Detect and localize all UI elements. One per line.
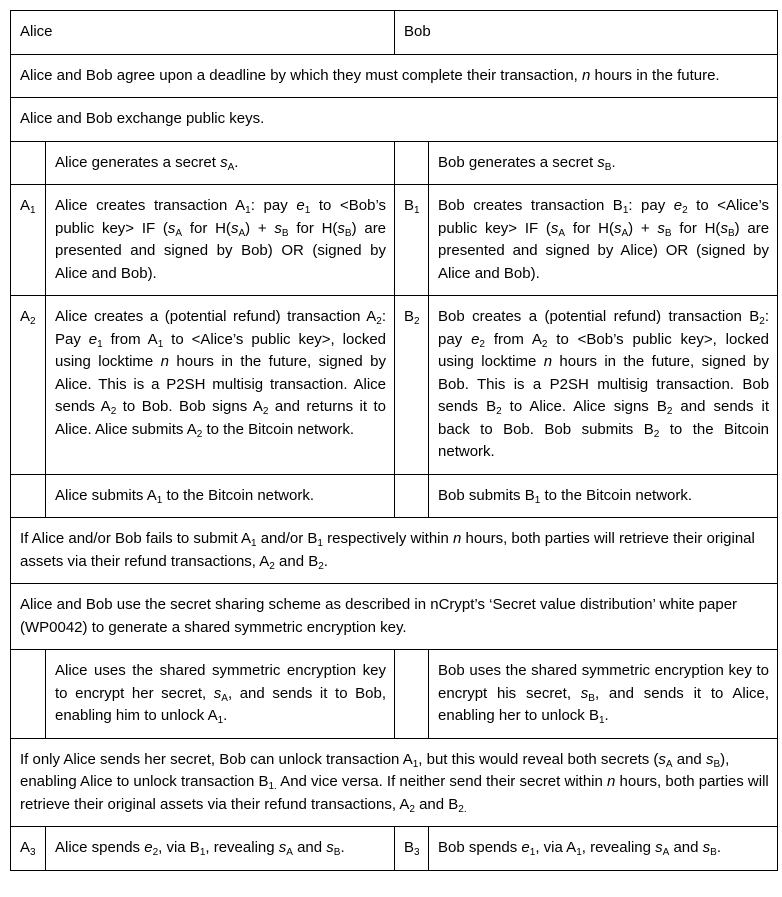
step-text-a1 bbox=[46, 185, 395, 296]
text-run: respectively within bbox=[322, 530, 454, 547]
text-run: to the Bitcoin network. bbox=[540, 486, 693, 504]
subscript: 2 bbox=[110, 406, 117, 417]
bob-secret-text bbox=[429, 141, 778, 185]
text-run: . bbox=[340, 839, 345, 856]
text-run: , revealing bbox=[581, 839, 656, 856]
table-row bbox=[11, 474, 778, 518]
table-row bbox=[11, 141, 778, 185]
subscript: B bbox=[713, 758, 721, 770]
text-run: from A bbox=[102, 330, 158, 348]
italic-text: s bbox=[720, 219, 728, 237]
subscript: A bbox=[665, 758, 673, 770]
text-run: and bbox=[292, 839, 327, 856]
step-text-b3 bbox=[429, 827, 778, 871]
subscript: A bbox=[175, 227, 183, 239]
table-row bbox=[11, 296, 778, 475]
text-run: to <Bob’s public key>, locked using locktime bbox=[438, 330, 770, 370]
step-text-b2 bbox=[429, 296, 778, 475]
text-run: If only Alice sends her secret, Bob can unlock transaction A bbox=[20, 750, 413, 768]
text-run: . bbox=[716, 839, 722, 856]
step-label-b1 bbox=[395, 185, 429, 296]
subscript: 1. bbox=[268, 781, 277, 792]
italic-text: s bbox=[230, 219, 239, 237]
italic-text: s bbox=[213, 684, 222, 702]
text-run: hours in the future, signed by Alice. This is a P2SH multisig transaction. Alice sends A bbox=[55, 353, 387, 415]
italic-text: s bbox=[278, 839, 287, 856]
subscript: 1 bbox=[245, 205, 251, 216]
table-row bbox=[11, 98, 778, 142]
text-run: Alice generates a secret bbox=[55, 153, 221, 171]
subscript: A bbox=[238, 227, 246, 239]
subscript: B bbox=[604, 161, 612, 173]
text-run: , via B bbox=[158, 839, 200, 856]
text-run: for H( bbox=[288, 219, 338, 237]
step-text-a2 bbox=[46, 296, 395, 475]
failure-text bbox=[11, 518, 778, 584]
subscript: 2 bbox=[269, 560, 275, 572]
italic-text: e bbox=[521, 839, 530, 856]
bob-submit-text bbox=[429, 474, 778, 518]
subscript: 2. bbox=[458, 803, 467, 815]
text-run: Alice uses the shared symmetric encryption key to encrypt her secret, bbox=[55, 662, 387, 702]
header-bob: Bob bbox=[395, 11, 778, 55]
empty-label-cell bbox=[395, 141, 429, 185]
subscript: 2 bbox=[541, 338, 548, 350]
subscript: 1 bbox=[250, 538, 257, 549]
text-run: , via A bbox=[535, 839, 577, 856]
subscript: 2 bbox=[262, 406, 269, 417]
text-run: : pay bbox=[250, 197, 297, 214]
text-run: for H( bbox=[671, 219, 721, 237]
subscript: 1 bbox=[622, 205, 629, 216]
alice-secret-text bbox=[46, 141, 395, 185]
text-run: . bbox=[604, 707, 609, 724]
text-run: . bbox=[323, 552, 328, 570]
text-run: ), enabling Alice to unlock transaction B bbox=[20, 750, 730, 790]
italic-text: s bbox=[274, 219, 282, 237]
subscript: A bbox=[221, 692, 228, 704]
table-row bbox=[11, 650, 778, 739]
table-row bbox=[11, 185, 778, 296]
text-run: to <Bob’s public key> IF ( bbox=[55, 197, 387, 237]
step-label-a2 bbox=[11, 296, 46, 475]
text-run: from A bbox=[484, 330, 542, 348]
text-run: and returns it to Alice. Alice submits A bbox=[55, 398, 387, 438]
text-run: B bbox=[404, 308, 415, 325]
subscript: A bbox=[286, 847, 293, 858]
text-run: to the Bitcoin network. bbox=[202, 420, 355, 438]
text-run: And vice versa. If neither send their secret within bbox=[276, 773, 608, 790]
subscript: 2 bbox=[30, 316, 36, 327]
italic-text: s bbox=[326, 839, 334, 856]
text-run: , but this would reveal both secrets ( bbox=[418, 750, 659, 768]
italic-text: s bbox=[705, 750, 714, 768]
table-row bbox=[11, 827, 778, 871]
subscript: A bbox=[621, 227, 629, 239]
italic-text: e bbox=[673, 197, 683, 214]
text-run: hours in the future, signed by Bob. This is a P2SH multisig transaction. Bob sends B bbox=[438, 353, 770, 415]
text-run: Alice spends bbox=[55, 839, 145, 856]
bob-encrypt-text bbox=[429, 650, 778, 739]
subscript: B bbox=[727, 227, 735, 239]
text-run: to <Alice’s public key>, locked using locktime bbox=[55, 330, 387, 370]
text-run: to the Bitcoin network. bbox=[438, 420, 770, 460]
italic-text: e bbox=[471, 330, 480, 348]
subscript: 2 bbox=[196, 428, 203, 440]
secret-sharing-text bbox=[11, 584, 778, 650]
text-run: for H( bbox=[565, 219, 614, 237]
subscript: 2 bbox=[414, 316, 420, 327]
alice-encrypt-text bbox=[46, 650, 395, 739]
text-run: and bbox=[672, 750, 706, 768]
step-label-b2 bbox=[395, 296, 429, 475]
text-run: to the Bitcoin network. bbox=[162, 486, 315, 504]
text-run: Alice and Bob agree upon a deadline by which they must complete their transaction, bbox=[20, 66, 583, 84]
table-row bbox=[11, 54, 778, 98]
text-run: B bbox=[404, 197, 415, 214]
subscript: B bbox=[710, 847, 717, 858]
text-run: ) are presented and signed by Bob) OR (signed by Alice and Bob). bbox=[55, 219, 387, 282]
text-run: , and sends it to Bob, enabling him to unlock A bbox=[55, 684, 386, 724]
subscript: 2 bbox=[759, 316, 765, 327]
subscript: A bbox=[227, 161, 235, 173]
subscript: B bbox=[664, 227, 672, 239]
subscript: 2 bbox=[653, 428, 660, 440]
exchange-keys-text bbox=[11, 98, 778, 142]
text-run: A bbox=[20, 839, 31, 856]
subscript: 1 bbox=[30, 205, 36, 216]
text-run: Bob spends bbox=[438, 839, 522, 856]
italic-text: e bbox=[88, 330, 98, 348]
text-run: A bbox=[20, 197, 31, 214]
text-run: ) + bbox=[628, 219, 658, 237]
protocol-table bbox=[10, 10, 778, 871]
text-run: : pay bbox=[628, 197, 674, 214]
text-run: Bob uses the shared symmetric encryption key to encrypt his secret, bbox=[438, 662, 770, 702]
subscript: 1 bbox=[157, 338, 164, 350]
subscript: 1 bbox=[412, 758, 419, 770]
step-label-a1 bbox=[11, 185, 46, 296]
text-run: to <Alice’s public key> IF ( bbox=[438, 197, 770, 237]
deadline-text bbox=[11, 54, 778, 98]
text-run: : pay bbox=[438, 308, 770, 348]
subscript: B bbox=[281, 227, 289, 239]
empty-label-cell bbox=[11, 141, 46, 185]
table-row bbox=[11, 584, 778, 650]
step-label-b3 bbox=[395, 827, 429, 871]
subscript: 2 bbox=[479, 338, 485, 350]
text-run: . bbox=[234, 153, 239, 171]
subscript: 1 bbox=[304, 205, 311, 216]
italic-text: e bbox=[144, 839, 153, 856]
empty-label-cell bbox=[395, 474, 429, 518]
subscript: 3 bbox=[30, 847, 36, 858]
subscript: 1 bbox=[598, 715, 605, 726]
subscript: A bbox=[558, 227, 566, 239]
text-run: : Pay bbox=[55, 308, 387, 348]
italic-text: n bbox=[582, 66, 591, 84]
step-text-b1 bbox=[429, 185, 778, 296]
text-run: Bob submits B bbox=[438, 486, 535, 504]
text-run: and bbox=[669, 839, 703, 856]
subscript: 2 bbox=[152, 847, 159, 858]
subscript: 1 bbox=[534, 494, 541, 506]
text-run: Alice creates transaction A bbox=[55, 197, 246, 214]
text-run: Alice submits A bbox=[55, 486, 157, 504]
text-run: Bob generates a secret bbox=[438, 153, 598, 171]
text-run: hours in the future. bbox=[590, 66, 720, 84]
subscript: B bbox=[344, 227, 352, 239]
empty-label-cell bbox=[11, 474, 46, 518]
italic-text: s bbox=[550, 219, 559, 237]
subscript: 2 bbox=[318, 560, 324, 572]
table-row bbox=[11, 518, 778, 584]
text-run: A bbox=[20, 308, 31, 325]
subscript: 1 bbox=[97, 338, 103, 350]
text-run: to Bob. Bob signs A bbox=[116, 398, 263, 415]
step-text-a3 bbox=[46, 827, 395, 871]
text-run: and/or B bbox=[256, 530, 318, 547]
table-row bbox=[11, 738, 778, 827]
text-run: for H( bbox=[182, 219, 231, 237]
text-run: B bbox=[404, 839, 415, 856]
italic-text: s bbox=[702, 839, 711, 856]
text-run: hours, both parties will retrieve their original assets via their refund transactions, A bbox=[20, 773, 769, 813]
italic-text: s bbox=[167, 219, 176, 237]
text-run: Alice and Bob exchange public keys. bbox=[20, 110, 265, 127]
text-run: , revealing bbox=[205, 839, 279, 856]
only-alice-text bbox=[11, 738, 778, 827]
subscript: 1 bbox=[217, 715, 224, 726]
subscript: 2 bbox=[409, 803, 415, 815]
subscript: 3 bbox=[414, 847, 420, 858]
italic-text: n bbox=[160, 353, 170, 370]
empty-label-cell bbox=[11, 650, 46, 739]
header-row bbox=[11, 11, 778, 55]
subscript: B bbox=[333, 847, 341, 858]
italic-text: e bbox=[296, 197, 305, 214]
subscript: 1 bbox=[529, 847, 536, 858]
text-run: to Alice. Alice signs B bbox=[501, 398, 667, 415]
text-run: Alice and Bob use the secret sharing scheme as described in nCrypt’s ‘Secret value distribution’ white paper (WP0042) to generate a shared symmetric encryption key. bbox=[20, 596, 738, 636]
text-run: . bbox=[611, 153, 616, 171]
text-run: and B bbox=[274, 552, 319, 570]
italic-text: s bbox=[337, 219, 345, 237]
subscript: 1 bbox=[156, 494, 163, 506]
header-alice: Alice bbox=[11, 11, 395, 55]
italic-text: n bbox=[453, 530, 462, 547]
text-run: Bob creates transaction B bbox=[438, 197, 623, 214]
subscript: 1 bbox=[199, 847, 206, 858]
italic-text: s bbox=[658, 750, 666, 768]
subscript: B bbox=[588, 692, 595, 704]
text-run: If Alice and/or Bob fails to submit A bbox=[20, 530, 251, 547]
text-run: hours, both parties will retrieve their original assets via their refund transactions, A bbox=[20, 530, 755, 570]
subscript: 1 bbox=[576, 847, 582, 858]
subscript: 2 bbox=[666, 406, 673, 417]
subscript: 2 bbox=[682, 205, 688, 216]
text-run: , and sends it to Alice, enabling her to unlock B bbox=[438, 684, 770, 724]
italic-text: n bbox=[543, 353, 553, 370]
text-run: ) are presented and signed by Alice) OR (signed by Alice and Bob). bbox=[438, 219, 770, 282]
empty-label-cell bbox=[395, 650, 429, 739]
text-run: ) + bbox=[245, 219, 275, 237]
text-run: Bob creates a (potential refund) transaction B bbox=[438, 308, 760, 325]
italic-text: s bbox=[597, 153, 605, 171]
subscript: 1 bbox=[317, 538, 323, 549]
italic-text: s bbox=[613, 219, 622, 237]
subscript: 2 bbox=[376, 316, 382, 327]
step-label-a3 bbox=[11, 827, 46, 871]
subscript: 2 bbox=[496, 406, 502, 417]
text-run: and sends it back to Bob. Bob submits B bbox=[438, 398, 770, 438]
italic-text: n bbox=[607, 773, 616, 790]
text-run: and B bbox=[414, 795, 459, 813]
alice-submit-text bbox=[46, 474, 395, 518]
subscript: A bbox=[662, 847, 670, 858]
text-run: . bbox=[223, 707, 228, 724]
italic-text: s bbox=[655, 839, 663, 856]
italic-text: s bbox=[220, 153, 228, 171]
italic-text: s bbox=[657, 219, 665, 237]
text-run: Alice creates a (potential refund) transaction A bbox=[55, 308, 377, 325]
subscript: 1 bbox=[414, 205, 420, 216]
italic-text: s bbox=[580, 684, 589, 702]
